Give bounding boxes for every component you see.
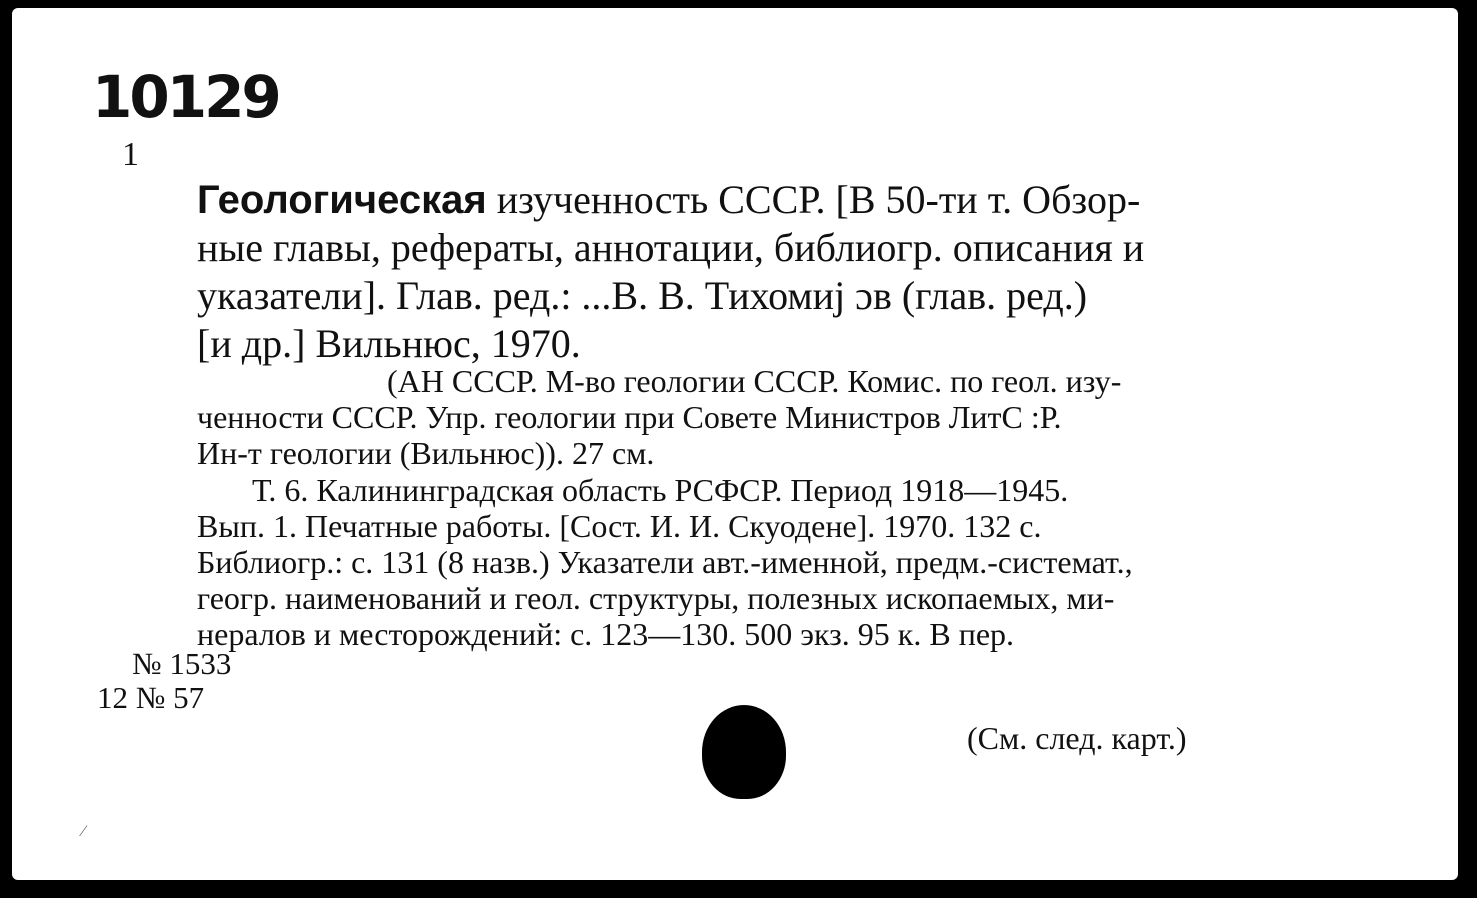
title-line-4: [и др.] Вильнюс, 1970.	[197, 321, 581, 366]
series-block	[197, 363, 1121, 471]
title-bold: Геологическая	[197, 178, 487, 222]
series-line-3: Ин-т геологии (Вильнюс)). 27 см.	[197, 435, 655, 471]
series-line-1: (АН СССР. М-во геологии СССР. Комис. по геол. изу-	[387, 363, 1122, 399]
continuation-note: (См. след. карт.)	[967, 720, 1187, 756]
title-line-3: указатели]. Глав. ред.: ...В. В. Тихомиј ɔв (глав. ред.)	[197, 273, 1088, 318]
catalog-card	[12, 8, 1458, 880]
contents-line-1: Т. 6. Калининградская область РСФСР. Период 1918—1945.	[252, 472, 1069, 508]
contents-line-3: Библиогр.: с. 131 (8 назв.) Указатели авт.-именной, предм.-системат.,	[197, 544, 1133, 580]
entry-number: 1	[122, 136, 139, 173]
title-line-1	[197, 176, 1144, 224]
scan-speck: ∕	[82, 823, 85, 840]
inventory-number-1: № 1533	[132, 646, 232, 681]
contents-block	[197, 472, 1133, 652]
contents-line-2: Вып. 1. Печатные работы. [Сост. И. И. Скуодене]. 1970. 132 с.	[197, 508, 1042, 544]
handwritten-number: 10129	[92, 63, 279, 131]
contents-line-5: нералов и месторождений: с. 123—130. 500 экз. 95 к. В пер.	[197, 616, 1015, 652]
series-line-2: ченности СССР. Упр. геологии при Совете Министров ЛитС :Р.	[197, 399, 1062, 435]
inventory-number-2: 12 № 57	[97, 680, 205, 715]
contents-line-4: геогр. наименований и геол. структуры, полезных ископаемых, ми-	[197, 580, 1115, 616]
title-rest: изученность СССР. [В 50-ти т. Обзор-	[486, 177, 1141, 222]
title-block	[197, 176, 1144, 368]
punch-hole	[702, 705, 786, 799]
title-line-2: ные главы, рефераты, аннотации, библиогр. описания и	[197, 225, 1145, 270]
